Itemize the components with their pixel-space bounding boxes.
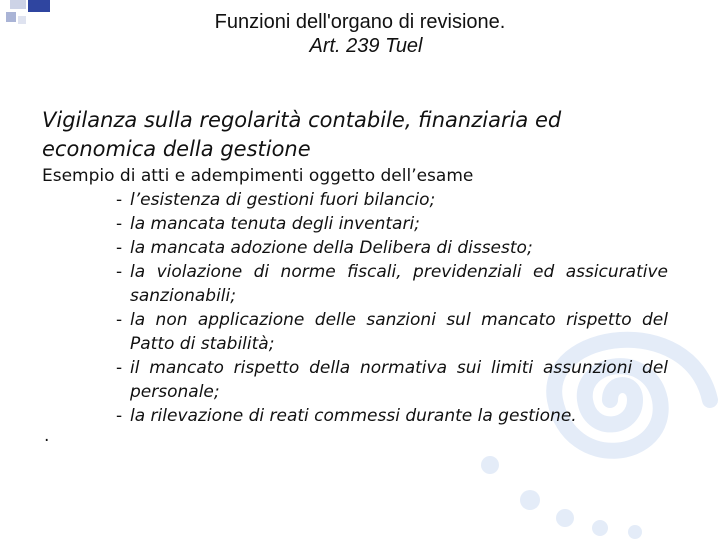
list-item: - l’esistenza di gestioni fuori bilancio; xyxy=(116,190,436,210)
dash-marker: - xyxy=(116,214,123,234)
slide-title xyxy=(0,10,720,58)
dash-marker: - xyxy=(116,358,123,378)
list-item: - la violazione di norme fiscali, previdenziali ed assicurative sanzionabili; xyxy=(116,262,668,306)
section-heading: Vigilanza sulla regolarità contabile, finanziaria ed economica della gestione xyxy=(42,108,562,161)
item-list xyxy=(116,188,668,428)
trailing-mark: . xyxy=(44,426,50,446)
dash-marker: - xyxy=(116,406,123,426)
dash-marker: - xyxy=(116,262,123,282)
list-item: - la non applicazione delle sanzioni sul mancato rispetto del Patto di stabilità; xyxy=(116,310,668,354)
list-item: - la mancata adozione della Delibera di dissesto; xyxy=(116,238,533,258)
corner-square-light xyxy=(10,0,26,9)
intro-text: Esempio di atti e adempimenti oggetto dell’esame xyxy=(42,166,474,186)
title-line-2: Art. 239 Tuel xyxy=(309,35,423,57)
dash-marker: - xyxy=(116,310,123,330)
dash-marker: - xyxy=(116,238,123,258)
list-item: - la mancata tenuta degli inventari; xyxy=(116,214,420,234)
list-item: - il mancato rispetto della normativa sui limiti assunzioni del personale; xyxy=(116,358,668,402)
list-item: - la rilevazione di reati commessi durante la gestione. xyxy=(116,406,577,426)
dash-marker: - xyxy=(116,190,123,210)
title-line-1: Funzioni dell'organo di revisione. xyxy=(214,11,506,33)
